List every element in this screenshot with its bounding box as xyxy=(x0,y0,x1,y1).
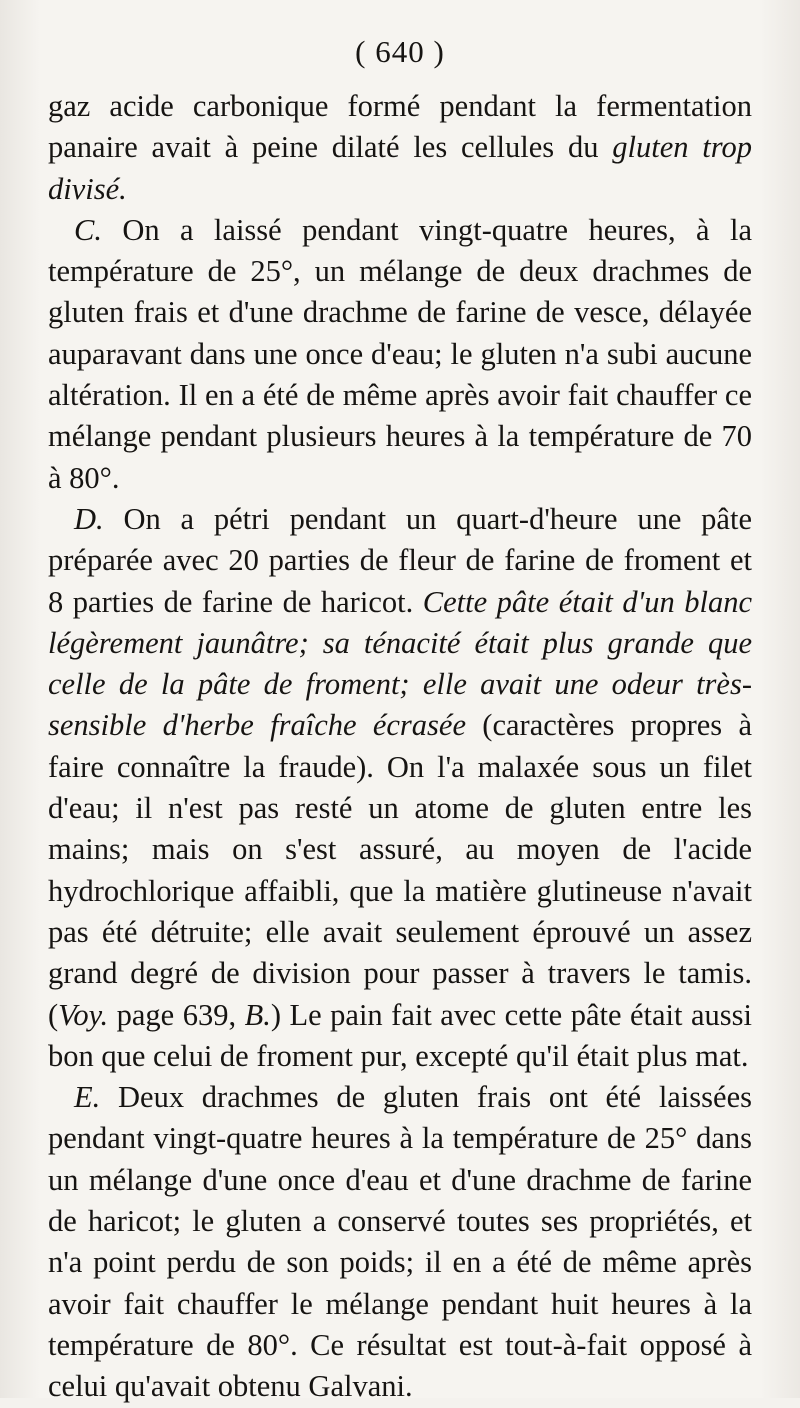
text-segment: gaz acide carbonique formé pendant la fermentation panaire avait à peine dilaté les cellules du xyxy=(48,89,752,165)
text-segment: On a laissé pendant vingt-quatre heures, à la température de 25°, un mélange de deux drachmes de gluten frais et d'une drachme de farine de vesce, délayée auparavant dans une once d'eau; le gluten n'a subi aucune altération. Il en a été de même après avoir fait chauffer ce mélange pendant plusieurs heures à la température de 70 à 80°. xyxy=(48,212,752,495)
page-number: ( 640 ) xyxy=(355,34,445,69)
text-segment: Deux drachmes de gluten frais ont été laissées pendant vingt-quatre heures à la température de 25° dans un mélange d'une once d'eau et d'une drachme de farine de haricot; le gluten a conservé toutes ses propriétés, et n'a point perdu de son poids; il en a été de même après avoir fait chauffer le mélange pendant huit heures à la température de 80°. Ce résultat est tout-à-fait opposé à celui qu'avait obtenu Galvani. xyxy=(48,1080,752,1404)
paragraph-pC xyxy=(48,210,752,499)
text-segment: On a pétri pendant un quart-d'heure une pâte préparée avec 20 parties de fleur de farine de froment et 8 parties de farine de haricot. xyxy=(48,501,752,619)
italic-text: D. xyxy=(74,501,104,536)
paragraph-pE xyxy=(48,1077,752,1407)
paragraph-pD xyxy=(48,499,752,1077)
italic-text: C. xyxy=(74,212,102,247)
italic-text: Voy. xyxy=(58,997,109,1032)
text-segment: ) Le pain fait avec cette pâte était aussi bon que celui de froment pur, excepté qu'il était plus mat. xyxy=(48,997,752,1073)
body-text xyxy=(48,86,752,1408)
italic-text: gluten trop divisé. xyxy=(48,130,752,206)
paragraph-p0 xyxy=(48,86,752,210)
text-segment: page 639, xyxy=(108,997,245,1032)
italic-text: E. xyxy=(74,1080,101,1115)
italic-text: Cette pâte était d'un blanc légèrement jaunâtre; sa ténacité était plus grande que celle de la pâte de froment; elle avait une odeur très-sensible d'herbe fraîche écrasée xyxy=(48,584,753,743)
text-segment: (caractères propres à faire connaître la fraude). On l'a malaxée sous un filet d'eau; il n'est pas resté un atome de gluten entre les mains; mais on s'est assuré, au moyen de l'acide hydrochlorique affaibli, que la matière glutineuse n'avait pas été détruite; elle avait seulement éprouvé un assez grand degré de division pour passer à travers le tamis. ( xyxy=(48,708,752,1032)
italic-text: B. xyxy=(244,997,271,1032)
